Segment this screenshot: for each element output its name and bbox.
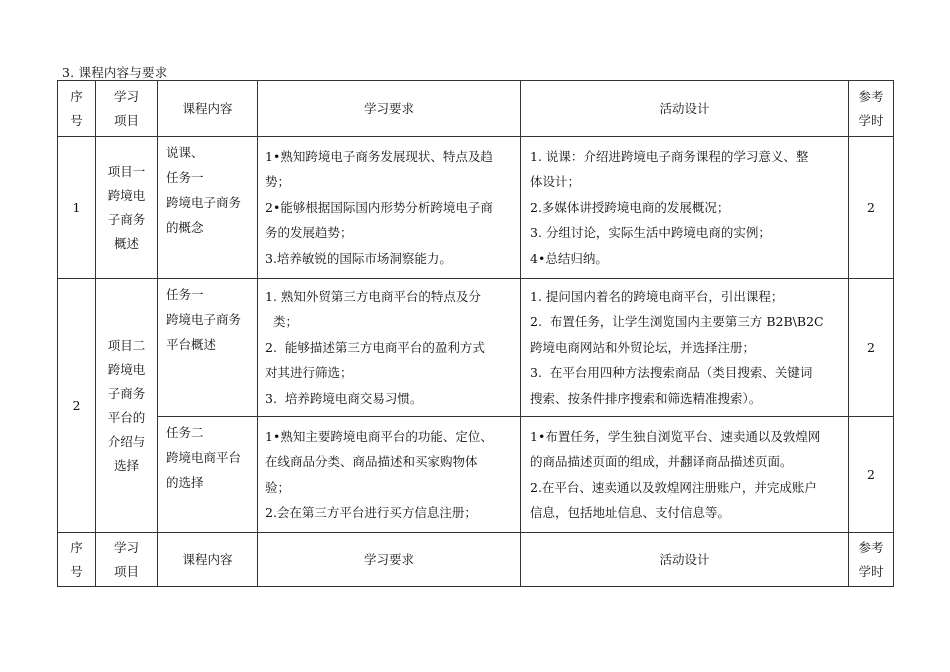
row-hours: 2 [849,417,894,533]
row-seq: 1 [58,137,96,279]
header-project: 学习 项目 [96,81,158,137]
row-requirements: 1. 熟知外贸第三方电商平台的特点及分 类； 2. 能够描述第三方电商平台的盈利方式 对其进行筛选； 3. 培养跨境电商交易习惯。 [258,279,521,417]
row-hours: 2 [849,137,894,279]
header-hours: 参考 学时 [849,533,894,587]
course-content-table [57,80,894,587]
row-activities: 1•布置任务，学生独自浏览平台、速卖通以及敦煌网 的商品描述页面的组成，并翻译商品描述页面。 2.在平台、速卖通以及敦煌网注册账户，并完成账户 信息，包括地址信息、支付信息等。 [521,417,849,533]
row-content: 说课、 任务一 跨境电子商务 的概念 [158,137,258,279]
row-project: 项目二 跨境电 子商务 平台的 介绍与 选择 [96,279,158,533]
header-hours: 参考 学时 [849,81,894,137]
row-seq: 2 [58,279,96,533]
section-title: 3. 课程内容与要求 [62,65,168,80]
header-content: 课程内容 [158,81,258,137]
header-seq: 序 号 [58,533,96,587]
row-requirements: 1•熟知主要跨境电商平台的功能、定位、 在线商品分类、商品描述和买家购物体 验； 2.会在第三方平台进行买方信息注册； [258,417,521,533]
row-project: 项目一 跨境电 子商务 概述 [96,137,158,279]
header-requirements: 学习要求 [258,81,521,137]
row-hours: 2 [849,279,894,417]
table-header-row-repeat [58,533,894,587]
header-seq: 序 号 [58,81,96,137]
row-activities: 1. 提问国内着名的跨境电商平台，引出课程； 2. 布置任务，让学生浏览国内主要第三方 B2B\B2C 跨境电商网站和外贸论坛，并选择注册； 3. 在平台用四种方法搜索商品（类目搜索、关键词 搜索、按条件排序搜索和筛选精准搜索）。 [521,279,849,417]
row-content: 任务二 跨境电商平台 的选择 [158,417,258,533]
row-requirements: 1•熟知跨境电子商务发展现状、特点及趋 势； 2•能够根据国际国内形势分析跨境电子商 务的发展趋势； 3.培养敏锐的国际市场洞察能力。 [258,137,521,279]
row-activities: 1. 说课：介绍进跨境电子商务课程的学习意义、整 体设计； 2.多媒体讲授跨境电商的发展概况； 3. 分组讨论，实际生活中跨境电商的实例； 4•总结归纳。 [521,137,849,279]
table-row [58,417,894,533]
table-header-row [58,81,894,137]
header-activities: 活动设计 [521,533,849,587]
header-project: 学习 项目 [96,533,158,587]
header-activities: 活动设计 [521,81,849,137]
table-row [58,137,894,279]
header-content: 课程内容 [158,533,258,587]
row-content: 任务一 跨境电子商务 平台概述 [158,279,258,417]
table-row [58,279,894,417]
header-requirements: 学习要求 [258,533,521,587]
